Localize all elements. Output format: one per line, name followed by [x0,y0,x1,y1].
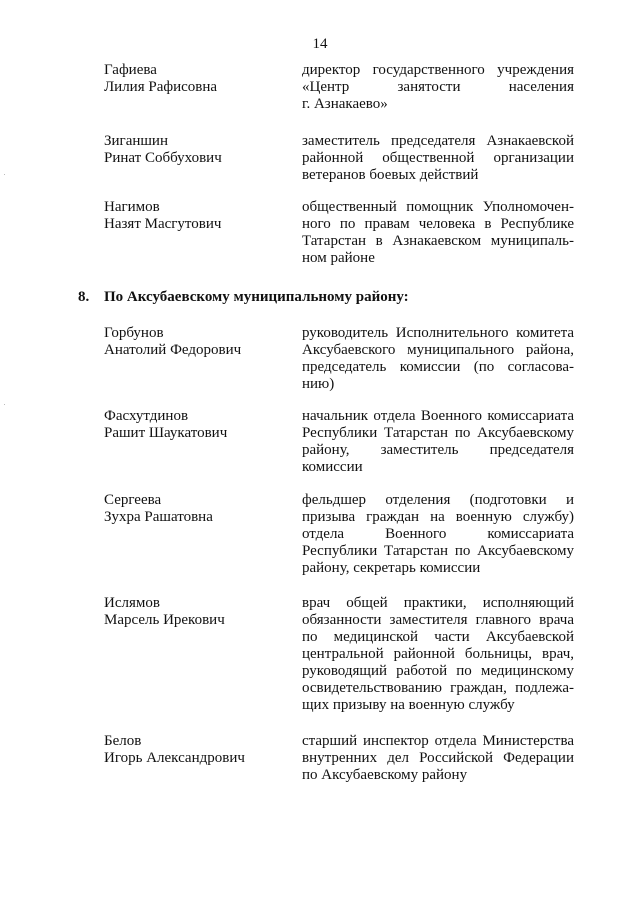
role-line: старший инспектор отдела Министерства [302,733,574,749]
member-surname: Ислямов [104,595,160,611]
role-line: нию) [302,376,335,392]
member-name [104,408,284,442]
member-given-names: Анатолий Федорович [104,342,242,358]
role-line: комиссии [302,459,363,475]
role-line: району, секретарь комиссии [302,560,481,576]
role-line: ного по правам человека в Республике [302,216,574,232]
role-line: внутренних дел Российской Федерации [302,750,574,766]
role-line: ном районе [302,250,375,266]
role-line: общественный помощник Уполномочен- [302,199,574,215]
role-line: Татарстан в Азнакаевском муниципаль- [302,233,574,249]
role-line: центральной районной больницы, врач, [302,646,574,662]
member-role [302,325,574,393]
member-given-names: Зухра Рашатовна [104,509,213,525]
role-line: «Центр занятости населения [302,79,574,95]
role-line: директор государственного учреждения [302,62,574,78]
role-line: району, заместитель председателя [302,442,574,458]
member-given-names: Игорь Александрович [104,750,245,766]
section-number: 8. [78,289,90,305]
member-surname: Гафиева [104,62,157,78]
role-line: призыва граждан на военную службу) [302,509,574,525]
role-line: районной общественной организации [302,150,574,166]
member-role [302,408,574,476]
role-line: щих призыву на военную службу [302,697,515,713]
member-surname: Белов [104,733,142,749]
member-given-names: Рашит Шаукатович [104,425,228,441]
role-line: обязанности заместителя главного врача [302,612,574,628]
member-surname: Сергеева [104,492,162,508]
member-given-names: Лилия Рафисовна [104,79,218,95]
role-line: отдела Военного комиссариата [302,526,574,542]
member-name [104,199,284,233]
member-role [302,133,574,184]
member-surname: Горбунов [104,325,164,341]
section-title: По Аксубаевскому муниципальному району: [104,289,409,305]
member-name [104,595,284,629]
scan-mark [4,404,5,405]
member-role [302,62,574,113]
role-line: председатель комиссии (по согласова- [302,359,574,375]
role-line: по медицинской части Аксубаевской [302,629,574,645]
member-surname: Фасхутдинов [104,408,189,424]
role-line: г. Азнакаево» [302,96,388,112]
role-line: ветеранов боевых действий [302,167,479,183]
role-line: Республики Татарстан по Аксубаевскому [302,425,574,441]
member-role [302,595,574,714]
member-name [104,492,284,526]
page-number: 14 [312,36,328,52]
member-name [104,733,284,767]
member-surname: Зиганшин [104,133,168,149]
role-line: врач общей практики, исполняющий [302,595,574,611]
role-line: руководитель Исполнительного комитета [302,325,574,341]
member-name [104,62,284,96]
role-line: заместитель председателя Азнакаевской [302,133,574,149]
role-line: руководящий работой по медицинскому [302,663,574,679]
role-line: освидетельствованию граждан, подлежа- [302,680,574,696]
member-given-names: Марсель Ирекович [104,612,225,628]
role-line: по Аксубаевскому району [302,767,468,783]
role-line: Аксубаевского муниципального района, [302,342,574,358]
member-surname: Нагимов [104,199,160,215]
section-heading [78,289,409,306]
member-given-names: Назят Масгутович [104,216,222,232]
member-given-names: Ринат Соббухович [104,150,222,166]
role-line: начальник отдела Военного комиссариата [302,408,574,424]
member-role [302,492,574,577]
role-line: фельдшер отделения (подготовки и [302,492,574,508]
role-line: Республики Татарстан по Аксубаевскому [302,543,574,559]
member-role [302,199,574,267]
scan-mark [4,174,5,175]
member-name [104,325,284,359]
member-name [104,133,284,167]
member-role [302,733,574,784]
